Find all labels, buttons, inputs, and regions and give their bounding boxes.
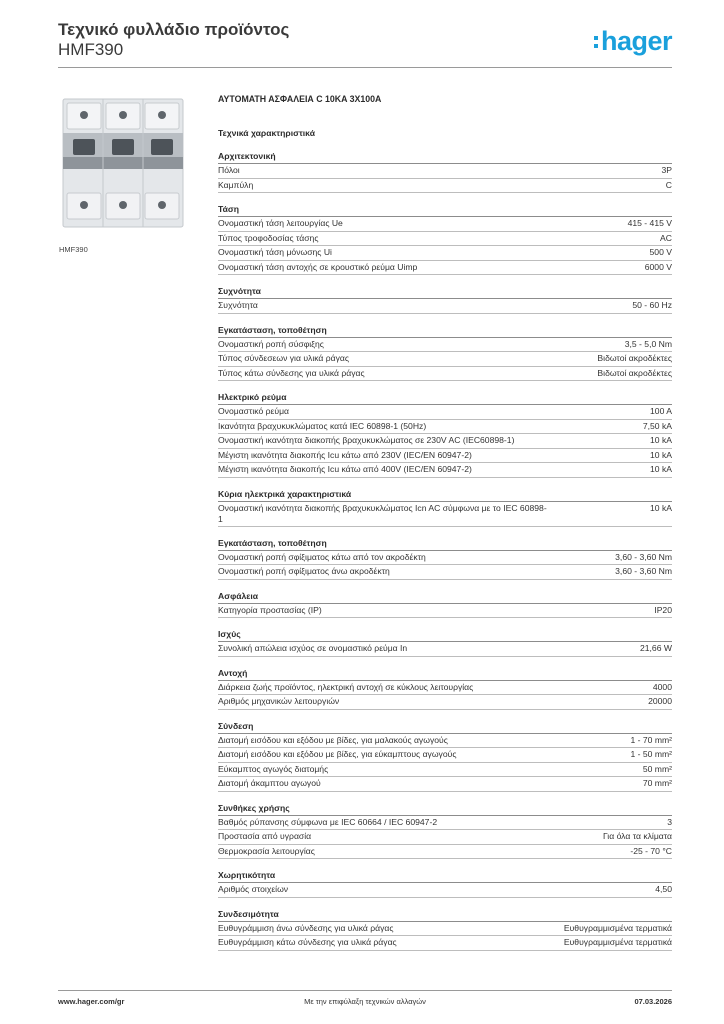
- section-title: Εγκατάσταση, τοποθέτηση: [218, 325, 672, 338]
- spec-row: [218, 748, 672, 763]
- image-caption: HMF390: [59, 245, 88, 254]
- spec-row: [218, 922, 672, 937]
- spec-label: Διατομή εισόδου και εξόδου με βίδες, για εύκαμπτους αγωγούς: [218, 749, 457, 759]
- spec-label: Θερμοκρασία λειτουργίας: [218, 845, 315, 856]
- spec-label: Ονομαστική ικανότητα διακοπής βραχυκυκλώματος Icn AC σύμφωνα με το IEC 60898-1: [218, 502, 547, 524]
- spec-section: [218, 151, 672, 193]
- spec-row: [218, 604, 672, 619]
- spec-row: [218, 883, 672, 898]
- document-title: Τεχνικό φυλλάδιο προϊόντος: [58, 20, 290, 39]
- spec-value: 10 kA: [650, 464, 672, 474]
- spec-row: [218, 261, 672, 276]
- section-title: Χωρητικότητα: [218, 870, 672, 883]
- footer-date: 07.03.2026: [634, 997, 672, 1006]
- spec-value: 21,66 W: [639, 643, 672, 653]
- logo-text: hager: [600, 26, 672, 56]
- technical-specs-title: Τεχνικά χαρακτηριστικά: [218, 128, 315, 138]
- spec-label: Συνολική απώλεια ισχύος σε ονομαστικό ρεύμα In: [218, 643, 408, 653]
- spec-value: IP20: [654, 604, 672, 615]
- spec-label: Ονομαστική τάση μόνωσης Ui: [218, 247, 332, 257]
- circuit-breaker-image: [59, 93, 187, 233]
- spec-row: [218, 420, 672, 435]
- spec-section: [218, 286, 672, 314]
- section-title: Σύνδεση: [218, 721, 672, 734]
- spec-section: [218, 721, 672, 792]
- section-title: Ηλεκτρικό ρεύμα: [218, 392, 672, 405]
- spec-row: [218, 449, 672, 464]
- spec-row: [218, 367, 672, 382]
- spec-row: [218, 352, 672, 367]
- spec-value: 70 mm²: [642, 778, 672, 788]
- spec-label: Προστασία από υγρασία: [218, 831, 312, 841]
- spec-row: [218, 845, 672, 860]
- spec-label: Ονομαστική τάση λειτουργίας Ue: [218, 218, 343, 228]
- footer-note: Με την επιφύλαξη τεχνικών αλλαγών: [304, 997, 426, 1006]
- section-title: Κύρια ηλεκτρικά χαρακτηριστικά: [218, 489, 672, 502]
- spec-sections: [218, 151, 672, 951]
- spec-value: Ευθυγραμμισμένα τερματικά: [563, 922, 672, 933]
- spec-label: Διατομή άκαμπτου αγωγού: [218, 778, 321, 788]
- spec-row: [218, 777, 672, 792]
- spec-section: [218, 668, 672, 710]
- spec-row: [218, 936, 672, 951]
- section-title: Τάση: [218, 204, 672, 217]
- spec-value: 4000: [652, 681, 672, 692]
- section-title: Εγκατάσταση, τοποθέτηση: [218, 538, 672, 551]
- spec-section: [218, 392, 672, 478]
- spec-label: Ονομαστική ροπή σύσφιξης: [218, 338, 324, 349]
- spec-label: Ονομαστικό ρεύμα: [218, 406, 289, 416]
- spec-value: 415 - 415 V: [627, 218, 672, 228]
- spec-label: Τύπος τροφοδοσίας τάσης: [218, 232, 319, 243]
- spec-row: [218, 734, 672, 749]
- spec-row: [218, 405, 672, 420]
- spec-row: [218, 695, 672, 710]
- spec-value: 3,5 - 5,0 Nm: [624, 338, 672, 349]
- spec-value: 500 V: [649, 247, 672, 257]
- spec-value: 3: [667, 816, 672, 827]
- spec-row: [218, 565, 672, 580]
- spec-label: Διατομή εισόδου και εξόδου με βίδες, για μαλακούς αγωγούς: [218, 734, 448, 745]
- spec-value: AC: [660, 232, 672, 243]
- spec-label: Συχνότητα: [218, 300, 258, 310]
- spec-row: [218, 338, 672, 353]
- spec-label: Ονομαστική ροπή σφίξιματος κάτω από τον ακροδέκτη: [218, 551, 426, 562]
- spec-section: [218, 204, 672, 275]
- spec-label: Καμπύλη: [218, 179, 254, 190]
- spec-label: Αριθμός στοιχείων: [218, 884, 289, 894]
- spec-value: 50 - 60 Hz: [632, 300, 672, 310]
- spec-row: [218, 763, 672, 778]
- spec-row: [218, 816, 672, 831]
- spec-row: [218, 179, 672, 194]
- spec-section: [218, 909, 672, 951]
- spec-section: [218, 489, 672, 527]
- spec-value: 10 kA: [650, 502, 672, 513]
- spec-label: Αριθμός μηχανικών λειτουργιών: [218, 696, 340, 706]
- section-title: Συχνότητα: [218, 286, 672, 299]
- spec-value: 50 mm²: [642, 763, 672, 774]
- spec-row: [218, 551, 672, 566]
- header-divider: [58, 67, 672, 68]
- spec-label: Τύπος κάτω σύνδεσης για υλικά ράγας: [218, 367, 365, 378]
- spec-label: Εύκαμπτος αγωγός διατομής: [218, 763, 329, 774]
- spec-value: C: [665, 179, 672, 190]
- spec-value: 3P: [661, 165, 672, 175]
- spec-value: 10 kA: [650, 449, 672, 460]
- spec-section: [218, 803, 672, 860]
- spec-row: [218, 434, 672, 449]
- spec-value: 7,50 kA: [642, 420, 672, 431]
- section-title: Ισχύς: [218, 629, 672, 642]
- spec-row: [218, 232, 672, 247]
- section-title: Αρχιτεκτονική: [218, 151, 672, 164]
- spec-value: 100 A: [650, 406, 672, 416]
- spec-value: -25 - 70 °C: [630, 845, 672, 856]
- spec-label: Ονομαστική τάση αντοχής σε κρουστικό ρεύμα Uimp: [218, 261, 418, 272]
- spec-label: Ονομαστική ικανότητα διακοπής βραχυκυκλώματος σε 230V AC (IEC60898-1): [218, 435, 515, 445]
- spec-row: [218, 463, 672, 478]
- spec-row: [218, 299, 672, 314]
- spec-row: [218, 246, 672, 261]
- spec-value: 6000 V: [644, 261, 672, 272]
- spec-label: Μέγιστη ικανότητα διακοπής Icu κάτω από 230V (IEC/EN 60947-2): [218, 449, 472, 460]
- product-name: ΑΥΤΟΜΑΤΗ ΑΣΦΑΛΕΙΑ C 10KA 3X100A: [218, 94, 382, 104]
- section-title: Συνδεσιμότητα: [218, 909, 672, 922]
- spec-value: 10 kA: [650, 435, 672, 445]
- spec-value: 4,50: [655, 884, 672, 894]
- spec-label: Βαθμός ρύπανσης σύμφωνα με IEC 60664 / IEC 60947-2: [218, 816, 438, 827]
- section-title: Συνθήκες χρήσης: [218, 803, 672, 816]
- spec-section: [218, 325, 672, 382]
- spec-section: [218, 629, 672, 657]
- spec-row: [218, 830, 672, 845]
- spec-value: Για όλα τα κλίματα: [602, 831, 672, 841]
- website-link[interactable]: www.hager.com/gr: [58, 997, 125, 1006]
- spec-value: Ευθυγραμμισμένα τερματικά: [563, 937, 672, 947]
- spec-value: Βιδωτοί ακροδέκτες: [597, 367, 672, 378]
- spec-content: [218, 94, 672, 951]
- spec-value: 3,60 - 3,60 Nm: [615, 551, 672, 562]
- spec-label: Πόλοι: [218, 165, 240, 175]
- spec-label: Ευθυγράμμιση κάτω σύνδεσης για υλικά ράγας: [218, 937, 397, 947]
- spec-value: 1 - 50 mm²: [630, 749, 672, 759]
- spec-row: [218, 164, 672, 179]
- spec-label: Μέγιστη ικανότητα διακοπής Icu κάτω από 400V (IEC/EN 60947-2): [218, 464, 472, 474]
- spec-value: 20000: [648, 696, 672, 706]
- spec-section: [218, 538, 672, 580]
- spec-label: Ευθυγράμμιση άνω σύνδεσης για υλικά ράγας: [218, 922, 394, 933]
- spec-value: 3,60 - 3,60 Nm: [615, 566, 672, 576]
- spec-row: [218, 681, 672, 696]
- logo-dots-icon: [594, 34, 598, 50]
- footer-divider: [58, 990, 672, 991]
- spec-value: Βιδωτοί ακροδέκτες: [597, 353, 672, 363]
- spec-value: 1 - 70 mm²: [630, 734, 672, 745]
- section-title: Αντοχή: [218, 668, 672, 681]
- spec-label: Ονομαστική ροπή σφίξιματος άνω ακροδέκτη: [218, 566, 390, 576]
- hager-logo: [594, 26, 672, 57]
- spec-row: [218, 502, 672, 527]
- spec-label: Κατηγορία προστασίας (IP): [218, 604, 322, 615]
- spec-section: [218, 870, 672, 898]
- spec-label: Ικανότητα βραχυκυκλώματος κατά IEC 60898-1 (50Hz): [218, 420, 427, 431]
- spec-row: [218, 217, 672, 232]
- page-header: [58, 20, 672, 60]
- spec-label: Διάρκεια ζωής προϊόντος, ηλεκτρική αντοχή σε κύκλους λειτουργίας: [218, 681, 474, 692]
- spec-section: [218, 591, 672, 619]
- spec-row: [218, 642, 672, 657]
- spec-label: Τύπος σύνδεσεων για υλικά ράγας: [218, 353, 350, 363]
- section-title: Ασφάλεια: [218, 591, 672, 604]
- product-code: HMF390: [58, 40, 124, 59]
